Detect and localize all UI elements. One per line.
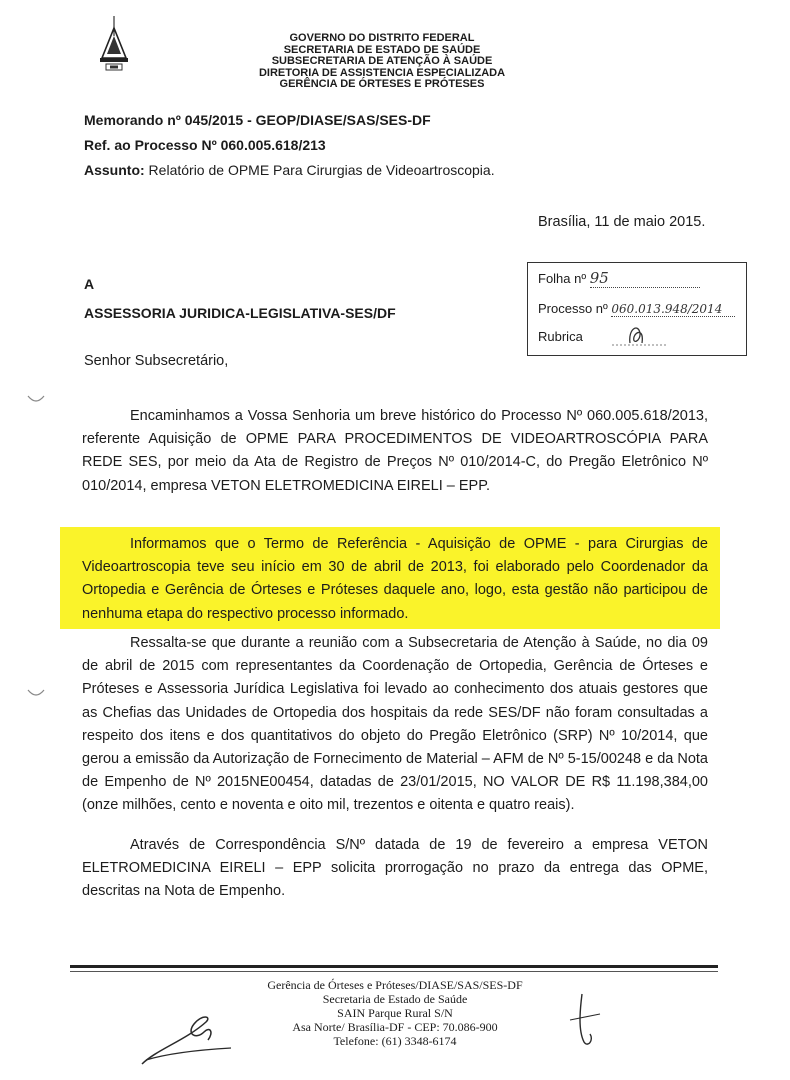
letterhead-line: SUBSECRETARIA DE ATENÇÃO À SAÚDE — [271, 55, 493, 67]
footer-line: Asa Norte/ Brasília-DF - CEP: 70.086-900 — [292, 1020, 498, 1034]
footer-line: Telefone: (61) 3348-6174 — [333, 1034, 457, 1048]
margin-mark-icon — [26, 686, 46, 700]
letterhead-line: SECRETARIA DE ESTADO DE SAÚDE — [283, 43, 481, 56]
paragraph-history: Encaminhamos a Vossa Senhoria um breve histórico do Processo Nº 060.005.618/2013, referente Aquisição de OPME PARA PROCEDIMENTOS DE VIDEOARTROSCÓPIA PARA REDE SES, por meio da Ata de Registro de Preços Nº 010/2014-C, do Pregão Eletrônico Nº 010/2014, empresa VETON ELETROMEDICINA EIRELI – EPP. — [82, 408, 708, 494]
subject-text: Relatório de OPME Para Cirurgias de Videoartroscopia. — [144, 162, 495, 178]
letterhead — [232, 33, 532, 91]
footer-rule — [70, 965, 718, 968]
memo-subject — [84, 158, 495, 183]
paragraph-term-reference: Informamos que o Termo de Referência - Aquisição de OPME - para Cirurgias de Videoartroscopia teve seu início em 30 de abril de 2013, foi elaborado pelo Coordenador da Ortopedia e Gerência de Órteses e Próteses daquele ano, logo, esta gestão não participou de nenhuma etapa do respectivo processo informado. — [82, 536, 708, 622]
processo-value: 060.013.948/2014 — [611, 302, 735, 317]
footer-line: Gerência de Órteses e Próteses/DIASE/SAS/SES-DF — [267, 978, 523, 992]
stamp-processo-row — [538, 301, 735, 317]
rubrica-label: Rubrica — [538, 329, 583, 344]
stamp-rubrica-row — [538, 329, 583, 344]
paragraph-meeting: Ressalta-se que durante a reunião com a Subsecretaria de Atenção à Saúde, no dia 09 de abril de 2015 com representantes da Coordenação de Ortopedia, Gerência de Órteses e Próteses e Assessoria Jurídica Legislativa foi levado ao conhecimento dos atuais gestores que as Chefias das Unidades de Ortopedia dos hospitais da rede SES/DF não foram consultadas a respeito dos itens e dos quantitativos do objeto do Pregão Eletrônico (SRP) Nº 10/2014, que gerou a emissão da Autorização de Fornecimento de Material – AFM de Nº 5-15/00248 e da Nota de Empenho de Nº 2015NE00454, datadas de 23/01/2015, NO VALOR DE R$ 11.198,384,00 (onze milhões, cento e noventa e oito mil, trezentos e oitenta e quatro reais). — [82, 635, 708, 814]
process-reference: Ref. ao Processo Nº 060.005.618/213 — [84, 137, 326, 153]
letterhead-line: DIRETORIA DE ASSISTENCIA ESPECIALIZADA — [258, 66, 506, 79]
paragraph-correspondence: Através de Correspondência S/Nº datada de 19 de fevereiro a empresa VETON ELETROMEDICINA EIRELI – EPP solicita prorrogação no prazo da entrega das OPME, descritas na Nota de Empenho. — [82, 837, 708, 900]
signature-icon — [136, 1010, 236, 1070]
gdf-emblem-icon — [92, 14, 136, 74]
processo-label: Processo nº — [538, 301, 608, 316]
protocol-stamp — [527, 262, 747, 356]
footer-line: Secretaria de Estado de Saúde — [322, 992, 468, 1006]
margin-mark-icon — [26, 392, 46, 406]
letterhead-line: GERÊNCIA DE ÓRTESES E PRÓTESES — [279, 78, 485, 90]
folha-value: 95 — [590, 269, 700, 288]
letterhead-line: GOVERNO DO DISTRITO FEDERAL — [289, 32, 475, 44]
footer-line: SAIN Parque Rural S/N — [337, 1006, 453, 1020]
stamp-folha-row — [538, 269, 700, 288]
initials-icon — [560, 990, 610, 1050]
addressee-name: ASSESSORIA JURIDICA-LEGISLATIVA-SES/DF — [84, 305, 396, 321]
footer-rule-thin — [70, 971, 718, 972]
addressee-prefix: A — [84, 276, 95, 292]
footer-address — [230, 978, 560, 1048]
rubrica-signature-icon — [608, 321, 668, 349]
memo-block — [84, 108, 495, 183]
document-date: Brasília, 11 de maio 2015. — [538, 214, 706, 230]
salutation: Senhor Subsecretário, — [84, 353, 229, 369]
memo-number: Memorando nº 045/2015 - GEOP/DIASE/SAS/SES-DF — [84, 112, 431, 128]
folha-label: Folha nº — [538, 271, 587, 286]
subject-label: Assunto: — [84, 162, 145, 178]
